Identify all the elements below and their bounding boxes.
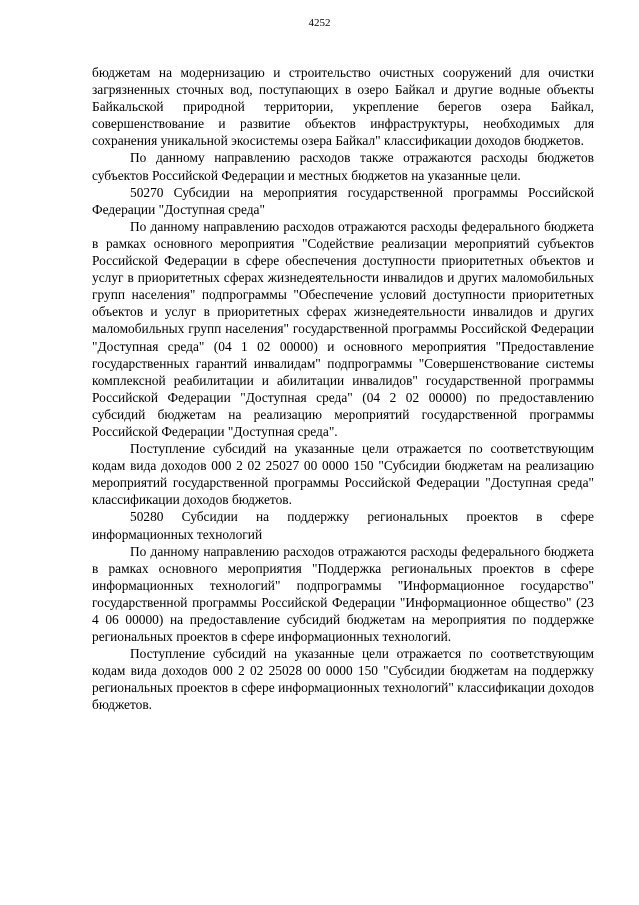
page-number: 4252	[308, 17, 331, 29]
paragraph-8: Поступление субсидий на указанные цели отражается по соответствующим кодам вида доходов 000 2 02 25028 00 0000 150 "Субсидии бюджетам на поддержку региональных проектов в сфере информационных технологий" классификации доходов бюджетов.	[92, 646, 594, 713]
paragraph-1: бюджетам на модернизацию и строительство очистных сооружений для очистки загрязненных сточных вод, поступающих в озеро Байкал и другие водные объекты Байкальской природной территории, укрепление берегов озера Байкал, совершенствование и развитие объектов инфраструктуры, необходимых для сохранения уникальной экосистемы озера Байкал" классификации доходов бюджетов.	[92, 65, 594, 149]
body-text	[92, 64, 594, 714]
paragraph-4: По данному направлению расходов отражаются расходы федерального бюджета в рамках основного мероприятия "Содействие реализации мероприятий субъектов Российской Федерации в сфере обеспечения доступности приоритетных объектов и услуг в приоритетных сферах жизнедеятельности инвалидов и других маломобильных групп населения" подпрограммы "Обеспечение условий доступности приоритетных объектов и услуг в приоритетных сферах жизнедеятельности инвалидов и других маломобильных групп населения" государственной программы Российской Федерации "Доступная среда" (04 1 02 00000) и основного мероприятия "Предоставление государственных гарантий инвалидам" подпрограммы "Совершенствование системы комплексной реабилитации и абилитации инвалидов" государственной программы Российской Федерации "Доступная среда" (04 2 02 00000) по предоставлению субсидий бюджетам на реализацию мероприятий государственной программы Российской Федерации "Доступная среда".	[92, 218, 594, 439]
section-heading-50270: 50270 Субсидии на мероприятия государственной программы Российской Федерации "Доступная среда"	[92, 184, 594, 217]
paragraph-2: По данному направлению расходов также отражаются расходы бюджетов субъектов Российской Федерации и местных бюджетов на указанные цели.	[92, 150, 594, 183]
paragraph-7: По данному направлению расходов отражаются расходы федерального бюджета в рамках основного мероприятия "Поддержка региональных проектов в сфере информационных технологий" подпрограммы "Информационное государство" государственной программы Российской Федерации "Информационное общество" (23 4 06 00000) на предоставление субсидий бюджетам на мероприятия по поддержке региональных проектов в сфере информационных технологий.	[92, 543, 594, 645]
paragraph-5: Поступление субсидий на указанные цели отражается по соответствующим кодам вида доходов 000 2 02 25027 00 0000 150 "Субсидии бюджетам на реализацию мероприятий государственной программы Российской Федерации "Доступная среда" классификации доходов бюджетов.	[92, 441, 594, 508]
section-heading-50280: 50280 Субсидии на поддержку региональных проектов в сфере информационных технологий	[92, 509, 594, 542]
